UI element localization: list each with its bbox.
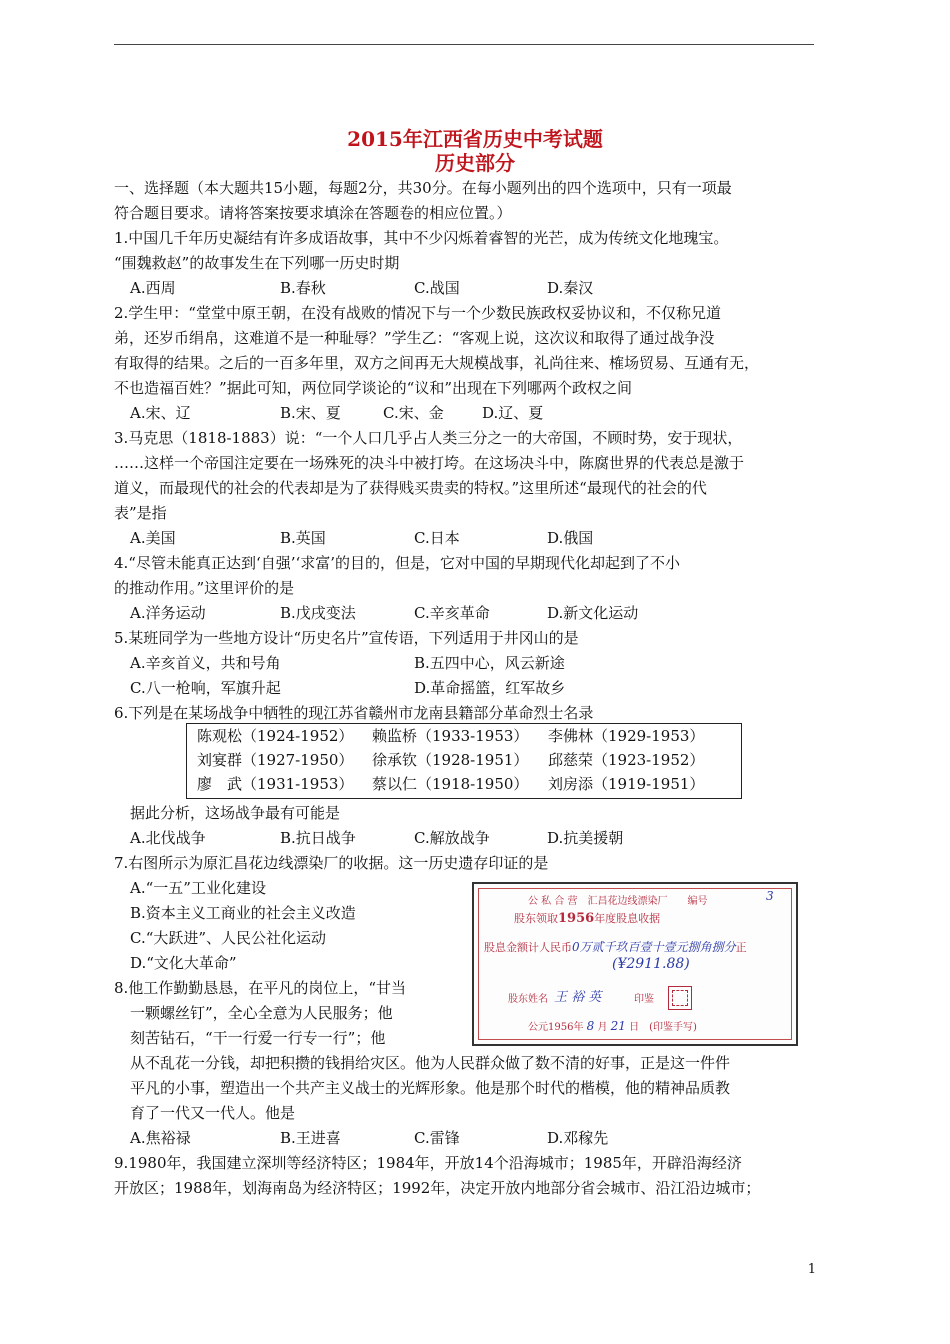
- q9-stem-line-2: 开放区；1988年，划海南岛为经济特区；1992年，决定开放内地部分省会城市、沿江沿边城市；: [114, 1179, 761, 1197]
- receipt-date-post: 日 (印鉴手写): [629, 1022, 697, 1033]
- q2-option-d: D.辽、夏: [482, 404, 544, 422]
- q7-stem-line-1: 7.右图所示为原汇昌花边线漂染厂的收据。这一历史遗存印证的是: [114, 854, 549, 872]
- q1-stem-line-1: 1.中国几千年历史凝结有许多成语故事，其中不少闪烁着睿智的光芒，成为传统文化地瑰宝。: [114, 229, 729, 247]
- q4-option-d: D.新文化运动: [547, 604, 639, 622]
- receipt-year: 1956: [558, 911, 595, 926]
- q3-option-d: D.俄国: [547, 529, 594, 547]
- section-intro-line-2: 符合题目要求。请将答案按要求填涂在答题卷的相应位置。）: [114, 204, 512, 222]
- martyr-list-box: [186, 723, 742, 799]
- q5-option-c: C.八一枪响，军旗升起: [130, 679, 281, 697]
- q5-option-a: A.辛亥首义，共和号角: [130, 654, 281, 672]
- q1-option-b: B.春秋: [280, 279, 326, 297]
- q8-stem-line-2: 一颗螺丝钉”，全心全意为人民服务；他: [130, 1004, 393, 1022]
- receipt-claim-line: [514, 910, 660, 926]
- q7-option-c: C.“大跃进”、人民公社化运动: [130, 929, 327, 947]
- q7-option-a: A.“一五”工业化建设: [130, 879, 266, 897]
- q6-option-d: D.抗美援朝: [547, 829, 624, 847]
- receipt-amount-hand: 0万贰千玖百壹十壹元捌角捌分: [572, 940, 736, 954]
- martyr-name: 刘房添（1919-1951）: [548, 775, 705, 793]
- q8-option-a: A.焦裕禄: [130, 1129, 191, 1147]
- q3-stem-line-2: ……这样一个帝国注定要在一场殊死的决斗中被打垮。在这场决斗中，陈腐世界的代表总是激于: [114, 454, 745, 472]
- page-number: 1: [807, 1262, 816, 1277]
- q1-option-a: A.西周: [130, 279, 176, 297]
- q4-option-c: C.辛亥革命: [414, 604, 490, 622]
- q4-option-b: B.戊戌变法: [280, 604, 356, 622]
- q2-option-c: C.宋、金: [383, 404, 444, 422]
- section-intro-line-1: 一、选择题（本大题共15小题，每题2分，共30分。在每小题列出的四个选项中，只有一项最: [114, 179, 732, 197]
- q7-option-d: D.“文化大革命”: [130, 954, 237, 972]
- q2-stem-line-1: 2.学生甲：“堂堂中原王朝，在没有战败的情况下与一个少数民族政权妥协议和，不仅称兄道: [114, 304, 721, 322]
- q8-option-d: D.邓稼先: [547, 1129, 609, 1147]
- q8-stem-line-1: 8.他工作勤勤恳恳，在平凡的岗位上，“甘当: [114, 979, 406, 997]
- q2-option-b: B.宋、夏: [280, 404, 341, 422]
- q1-stem-line-2: “围魏救赵”的故事发生在下列哪一历史时期: [114, 254, 400, 272]
- q4-stem-line-1: 4.“尽管未能真正达到‘自强’‘求富’的目的，但是，它对中国的早期现代化却起到了不小: [114, 554, 681, 572]
- q5-stem-line-1: 5.某班同学为一些地方设计“历史名片”宣传语，下列适用于井冈山的是: [114, 629, 579, 647]
- q3-option-a: A.美国: [130, 529, 176, 547]
- martyr-name: 赖监桥（1933-1953）: [372, 727, 529, 745]
- receipt-amount-line: [484, 938, 747, 955]
- q8-option-b: B.王进喜: [280, 1129, 341, 1147]
- q4-stem-line-2: 的推动作用。”这里评价的是: [114, 579, 295, 597]
- martyr-name: 邱慈荣（1923-1952）: [548, 751, 705, 769]
- q5-option-d: D.革命摇篮，红军故乡: [414, 679, 566, 697]
- receipt-date-mid: 月: [597, 1022, 608, 1033]
- q6-option-a: A.北伐战争: [130, 829, 206, 847]
- q7-option-b: B.资本主义工商业的社会主义改造: [130, 904, 356, 922]
- q6-option-b: B.抗日战争: [280, 829, 356, 847]
- q3-option-b: B.英国: [280, 529, 326, 547]
- receipt-amount-number: (¥2911.88): [612, 956, 690, 972]
- receipt-month: 8: [586, 1019, 595, 1033]
- q6-stem-line-1: 6.下列是在某场战争中牺牲的现江苏省赣州市龙南县籍部分革命烈士名录: [114, 704, 594, 722]
- receipt-date-pre: 公元1956年: [528, 1022, 584, 1033]
- receipt-claim-post: 年度股息收据: [594, 912, 661, 925]
- q2-option-a: A.宋、辽: [130, 404, 191, 422]
- receipt-day: 21: [610, 1019, 626, 1033]
- receipt-name-label: 股东姓名: [508, 994, 548, 1005]
- q8-option-c: C.雷锋: [414, 1129, 460, 1147]
- receipt-serial: 3: [766, 889, 774, 903]
- q4-option-a: A.洋务运动: [130, 604, 206, 622]
- receipt-seal-label: 印鉴: [634, 994, 654, 1005]
- q5-option-b: B.五四中心，风云新途: [414, 654, 565, 672]
- q8-stem-line-3: 刻苦钻石，“干一行爱一行专一行”；他: [130, 1029, 386, 1047]
- receipt-claim-pre: 股东领取: [514, 912, 558, 925]
- q9-stem-line-1: 9.1980年，我国建立深圳等经济特区；1984年，开放14个沿海城市；1985年，开辟沿海经济: [114, 1154, 742, 1172]
- q2-stem-line-3: 有取得的结果。之后的一百多年里，双方之间再无大规模战事，礼尚往来、榷场贸易、互通有无，: [114, 354, 760, 372]
- q8-stem-line-4: 从不乱花一分钱，却把积攒的钱捐给灾区。他为人民群众做了数不清的好事，正是这一件件: [130, 1054, 731, 1072]
- q3-stem-line-4: 表”是指: [114, 504, 167, 522]
- q3-stem-line-3: 道义，而最现代的社会的代表却是为了获得贱买贵卖的特权。”这里所述“最现代的社会的代: [114, 479, 707, 497]
- exam-title: 2015年江西省历史中考试题: [347, 127, 603, 151]
- martyr-name: 陈观松（1924-1952）: [197, 727, 354, 745]
- q8-stem-line-6: 育了一代又一代人。他是: [130, 1104, 296, 1122]
- q6-stem-line-2: 据此分析，这场战争最有可能是: [130, 804, 341, 822]
- martyr-name: 刘宴群（1927-1950）: [197, 751, 354, 769]
- q6-option-c: C.解放战争: [414, 829, 490, 847]
- receipt-amount-pre: 股息金额计人民币: [484, 941, 572, 954]
- q1-option-d: D.秦汉: [547, 279, 594, 297]
- header-rule: [114, 44, 814, 45]
- q1-option-c: C.战国: [414, 279, 460, 297]
- martyr-name: 徐承钦（1928-1951）: [372, 751, 529, 769]
- receipt-amount-post: 正: [735, 941, 747, 954]
- martyr-name: 李佛林（1929-1953）: [548, 727, 705, 745]
- q2-stem-line-2: 弟，还岁币绢帛，这难道不是一种耻辱？”学生乙：“客观上说，这次议和取得了通过战争没: [114, 329, 715, 347]
- receipt-name-hand: 王 裕 英: [554, 990, 602, 1005]
- q3-option-c: C.日本: [414, 529, 460, 547]
- q3-stem-line-1: 3.马克思（1818-1883）说：“一个人口几乎占人类三分之一的大帝国，不顾时势，安于现状，: [114, 429, 743, 447]
- receipt-header: 公 私 合 营 汇昌花边线漂染厂 编号: [528, 896, 708, 907]
- seal-stamp-icon: [668, 986, 692, 1010]
- q2-stem-line-4: 不也造福百姓？”据此可知，两位同学谈论的“议和”出现在下列哪两个政权之间: [114, 379, 633, 397]
- martyr-name: 蔡以仁（1918-1950）: [372, 775, 529, 793]
- exam-subtitle: 历史部分: [435, 151, 515, 175]
- receipt-date-line: [528, 1018, 697, 1033]
- q8-stem-line-5: 平凡的小事，塑造出一个共产主义战士的光辉形象。他是那个时代的楷模，他的精神品质教: [130, 1079, 731, 1097]
- dividend-receipt-image: [472, 882, 798, 1046]
- martyr-name: 廖 武（1931-1953）: [197, 775, 354, 793]
